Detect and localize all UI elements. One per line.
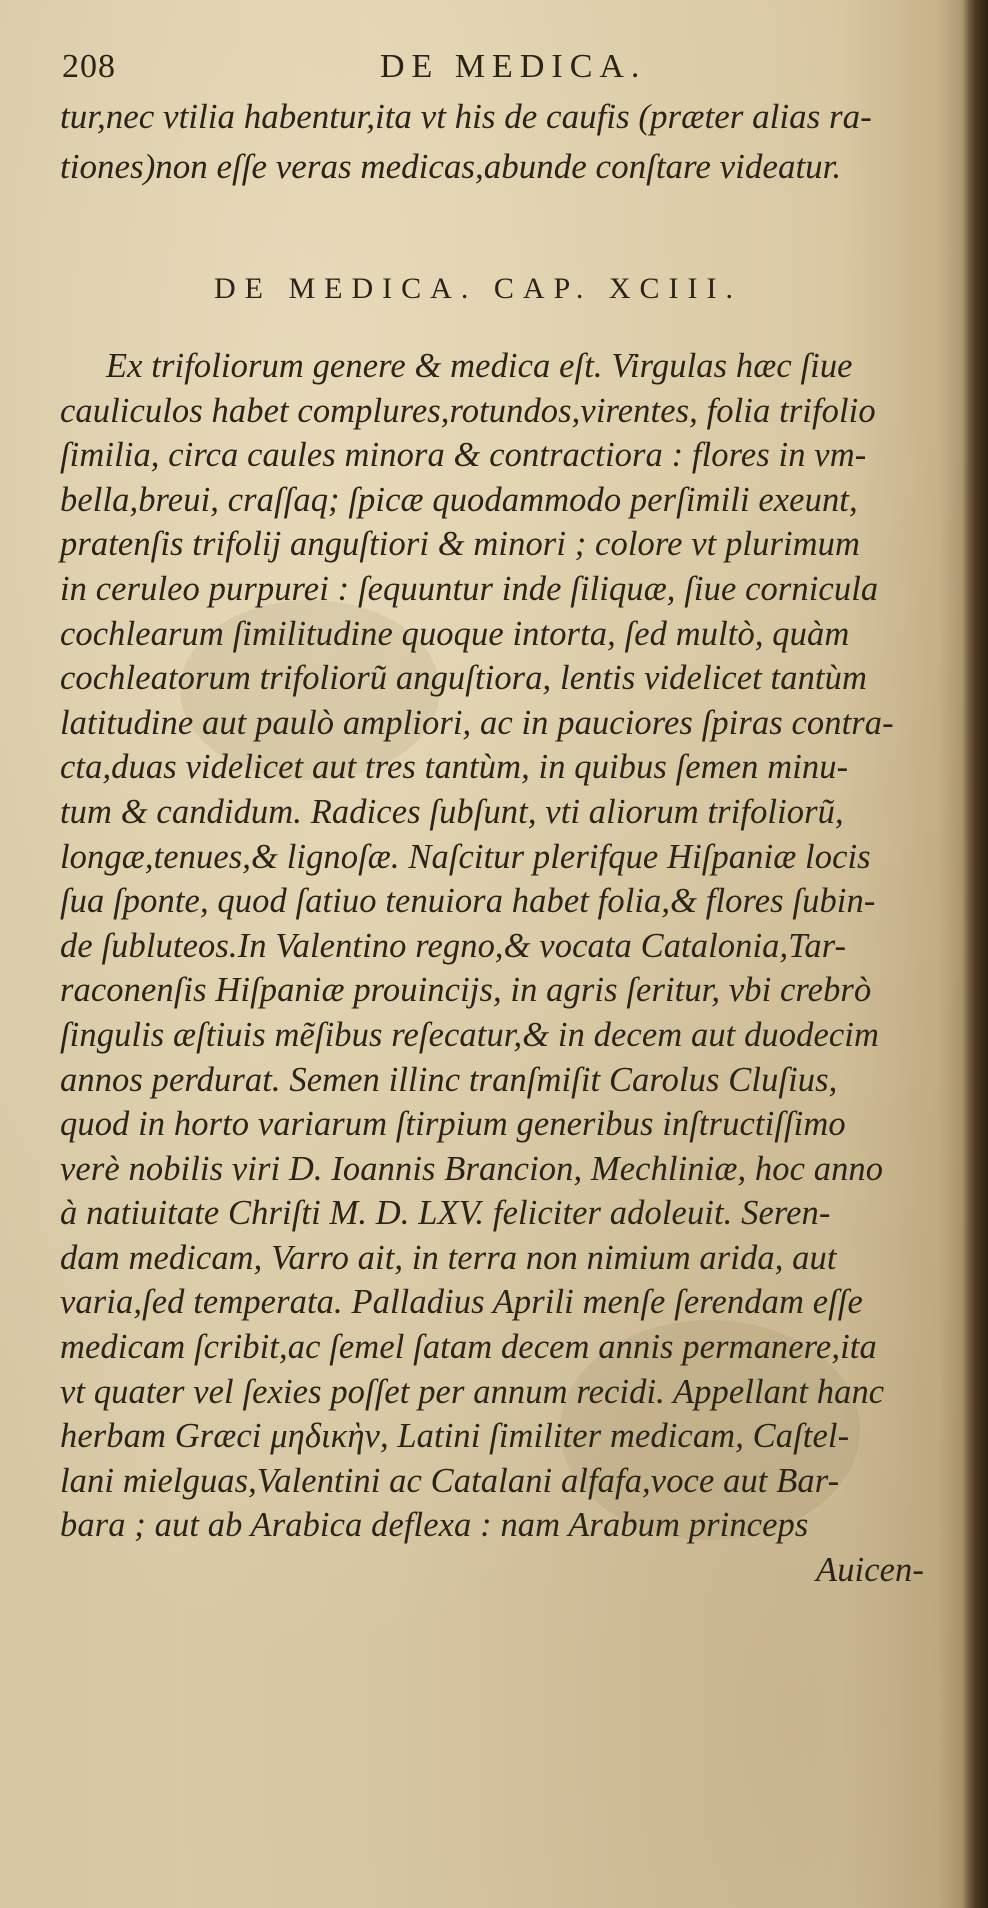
chapter-heading: DE MEDICA. CAP. XCIII. bbox=[214, 272, 742, 305]
text-line: annos perdurat. Semen illinc tranſmiſit Carolus Cluſius, bbox=[60, 1060, 838, 1099]
text-line: tur,nec vtilia habentur,ita vt his de caufis (præter alias ra- bbox=[60, 97, 872, 136]
text-line: ſingulis æſtiuis mẽſibus reſecatur,& in decem aut duodecim bbox=[60, 1015, 880, 1054]
text-line: cochleatorum trifoliorũ anguſtiora, lentis videlicet tantùm bbox=[60, 659, 867, 698]
text-line: latitudine aut paulò ampliori, ac in pauciores ſpiras contra- bbox=[60, 703, 894, 742]
running-head: DE MEDICA. bbox=[380, 48, 647, 85]
text-line: cochlearum ſimilitudine quoque intorta, ſed multò, quàm bbox=[60, 614, 850, 653]
catchword: Auicen- bbox=[816, 1551, 924, 1590]
text-line: tiones)non eſſe veras medicas,abunde conſtare videatur. bbox=[60, 147, 842, 186]
text-line: à natiuitate Chriſti M. D. LXV. feliciter adoleuit. Seren- bbox=[60, 1194, 831, 1233]
page-header bbox=[62, 48, 922, 98]
text-line: cauliculos habet complures,rotundos,virentes, folia trifolio bbox=[60, 391, 876, 430]
text-line: pratenſis trifolij anguſtiori & minori ; colore vt plurimum bbox=[60, 525, 861, 564]
text-line: quod in horto variarum ſtirpium generibus inſtructiſſimo bbox=[60, 1105, 846, 1144]
chapter-body bbox=[60, 344, 950, 1593]
text-line: medicam ſcribit,ac ſemel ſatam decem annis permanere,ita bbox=[60, 1328, 877, 1367]
text-line: cta,duas videlicet aut tres tantùm, in quibus ſemen minu- bbox=[60, 748, 849, 787]
text-line: tum & candidum. Radices ſubſunt, vti aliorum trifoliorũ, bbox=[60, 792, 844, 831]
page-number: 208 bbox=[62, 48, 116, 85]
text-line: longæ,tenues,& lignoſæ. Naſcitur plerifque Hiſpaniæ locis bbox=[60, 837, 871, 876]
text-line: in ceruleo purpurei : ſequuntur inde ſiliquæ, ſiue cornicula bbox=[60, 569, 879, 608]
text-line: de ſubluteos.In Valentino regno,& vocata Catalonia,Tar- bbox=[60, 926, 847, 965]
text-line: raconenſis Hiſpaniæ prouincijs, in agris ſeritur, vbi crebrò bbox=[60, 971, 872, 1010]
text-line: bara ; aut ab Arabica deflexa : nam Arabum princeps bbox=[60, 1506, 809, 1545]
text-line: vt quater vel ſexies poſſet per annum recidi. Appellant hanc bbox=[60, 1372, 885, 1411]
text-line: ſimilia, circa caules minora & contractiora : flores in vm- bbox=[60, 436, 867, 475]
binding-gutter bbox=[968, 0, 988, 1908]
text-line: bella,breui, craſſaq; ſpicæ quodammodo perſimili exeunt, bbox=[60, 480, 858, 519]
carry-over-text bbox=[60, 92, 940, 192]
text-line: varia,ſed temperata. Palladius Aprili menſe ſerendam eſſe bbox=[60, 1283, 863, 1322]
text-line: dam medicam, Varro ait, in terra non nimium arida, aut bbox=[60, 1238, 837, 1277]
text-line: herbam Græci μηδικὴν, Latini ſimiliter medicam, Caſtel- bbox=[60, 1417, 850, 1456]
text-line: ſua ſponte, quod ſatiuo tenuiora habet folia,& flores ſubin- bbox=[60, 882, 876, 921]
text-line: Ex trifoliorum genere & medica eſt. Virgulas hæc ſiue bbox=[106, 347, 853, 385]
text-line: lani mielguas,Valentini ac Catalani alfafa,voce aut Bar- bbox=[60, 1461, 840, 1500]
text-line: verè nobilis viri D. Ioannis Brancion, Mechliniæ, hoc anno bbox=[60, 1149, 884, 1188]
